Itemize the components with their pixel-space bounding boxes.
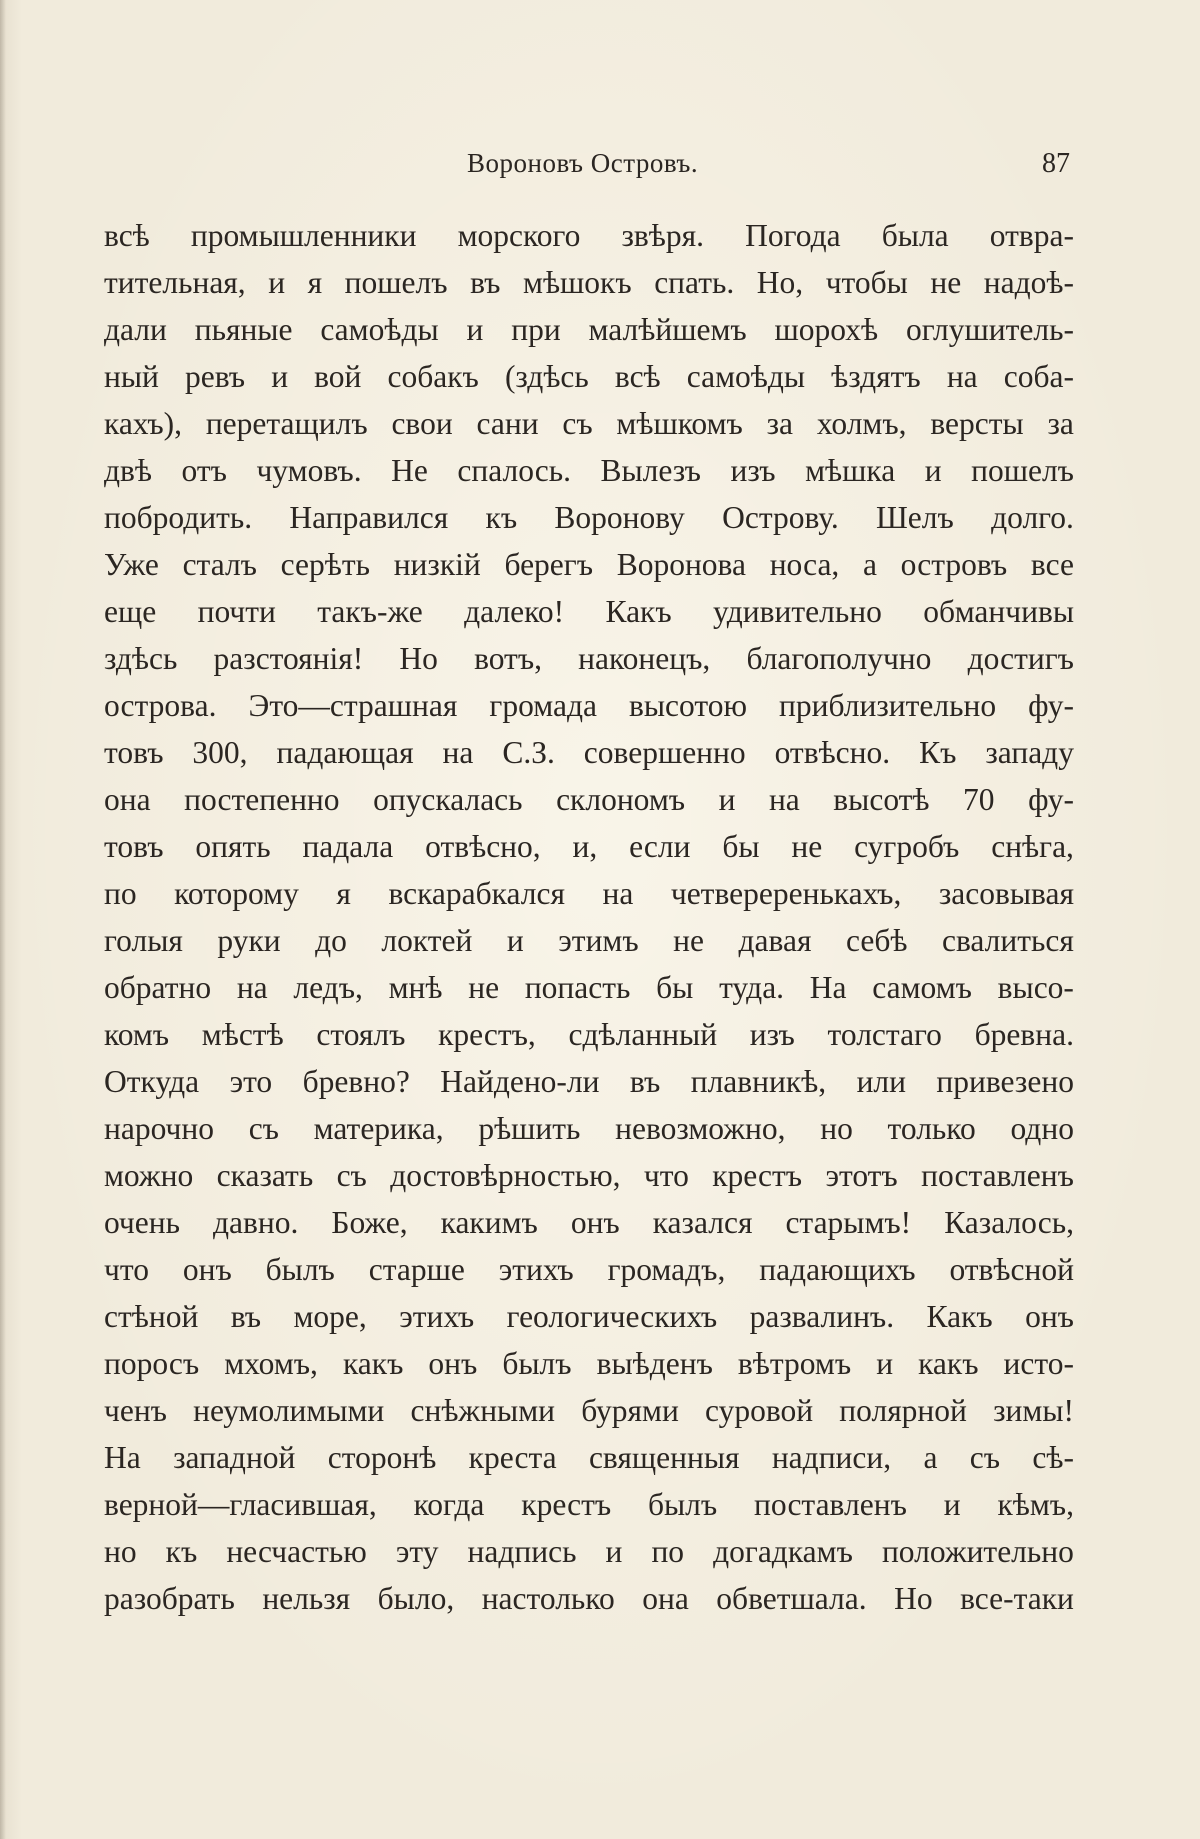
text-line: стѣной въ море, этихъ геологическихъ развалинъ. Какъ онъ <box>104 1299 1074 1334</box>
text-line: еще почти такъ-же далеко! Какъ удивительно обманчивы <box>104 594 1074 629</box>
body-text <box>104 212 1074 1622</box>
text-line: дали пьяные самоѣды и при малѣйшемъ шорохѣ оглушитель- <box>104 312 1074 347</box>
text-line: кахъ), перетащилъ свои сани съ мѣшкомъ за холмъ, версты за <box>104 406 1074 441</box>
text-line: комъ мѣстѣ стоялъ крестъ, сдѣланный изъ толстаго бревна. <box>104 1017 1074 1052</box>
text-line: верной—гласившая, когда крестъ былъ поставленъ и кѣмъ, <box>104 1487 1074 1522</box>
text-line: Откуда это бревно? Найдено-ли въ плавникѣ, или привезено <box>104 1064 1074 1099</box>
text-line: разобрать нельзя было, настолько она обветшала. Но все-таки <box>104 1581 1074 1616</box>
text-line: ченъ неумолимыми снѣжными бурями суровой полярной зимы! <box>104 1393 1074 1428</box>
text-line: всѣ промышленники морского звѣря. Погода была отвра- <box>104 218 1074 253</box>
running-head <box>0 148 1200 188</box>
running-title: Вороновъ Островъ. <box>467 148 699 178</box>
text-line: ный ревъ и вой собакъ (здѣсь всѣ самоѣды ѣздятъ на соба- <box>104 359 1074 394</box>
text-line: острова. Это—страшная громада высотою приблизительно фу- <box>104 688 1074 723</box>
text-line: двѣ отъ чумовъ. Не спалось. Вылезъ изъ мѣшка и пошелъ <box>104 453 1074 488</box>
text-line: тительная, и я пошелъ въ мѣшокъ спать. Но, чтобы не надоѣ- <box>104 265 1074 300</box>
text-line: но къ несчастью эту надпись и по догадкамъ положительно <box>104 1534 1074 1569</box>
text-line: нарочно съ материка, рѣшить невозможно, но только одно <box>104 1111 1074 1146</box>
text-line: голыя руки до локтей и этимъ не давая себѣ свалиться <box>104 923 1074 958</box>
text-line: побродить. Направился къ Воронову Острову. Шелъ долго. <box>104 500 1074 535</box>
text-line: очень давно. Боже, какимъ онъ казался старымъ! Казалось, <box>104 1205 1074 1240</box>
text-line: по которому я вскарабкался на четвереренькахъ, засовывая <box>104 876 1074 911</box>
text-line: что онъ былъ старше этихъ громадъ, падающихъ отвѣсной <box>104 1252 1074 1287</box>
text-line: На западной сторонѣ креста священныя надписи, а съ сѣ- <box>104 1440 1074 1475</box>
text-line: Уже сталъ серѣть низкій берегъ Воронова носа, а островъ все <box>104 547 1074 582</box>
text-line: она постепенно опускалась склономъ и на высотѣ 70 фу- <box>104 782 1074 817</box>
text-line: товъ 300, падающая на С.З. совершенно отвѣсно. Къ западу <box>104 735 1074 770</box>
text-line: здѣсь разстоянія! Но вотъ, наконецъ, благополучно достигъ <box>104 641 1074 676</box>
text-line: обратно на ледъ, мнѣ не попасть бы туда. На самомъ высо- <box>104 970 1074 1005</box>
text-line: поросъ мхомъ, какъ онъ былъ выѣденъ вѣтромъ и какъ исто- <box>104 1346 1074 1381</box>
page-number: 87 <box>1042 148 1070 179</box>
binding-edge <box>0 0 6 1839</box>
text-line: товъ опять падала отвѣсно, и, если бы не сугробъ снѣга, <box>104 829 1074 864</box>
text-line: можно сказать съ достовѣрностью, что крестъ этотъ поставленъ <box>104 1158 1074 1193</box>
